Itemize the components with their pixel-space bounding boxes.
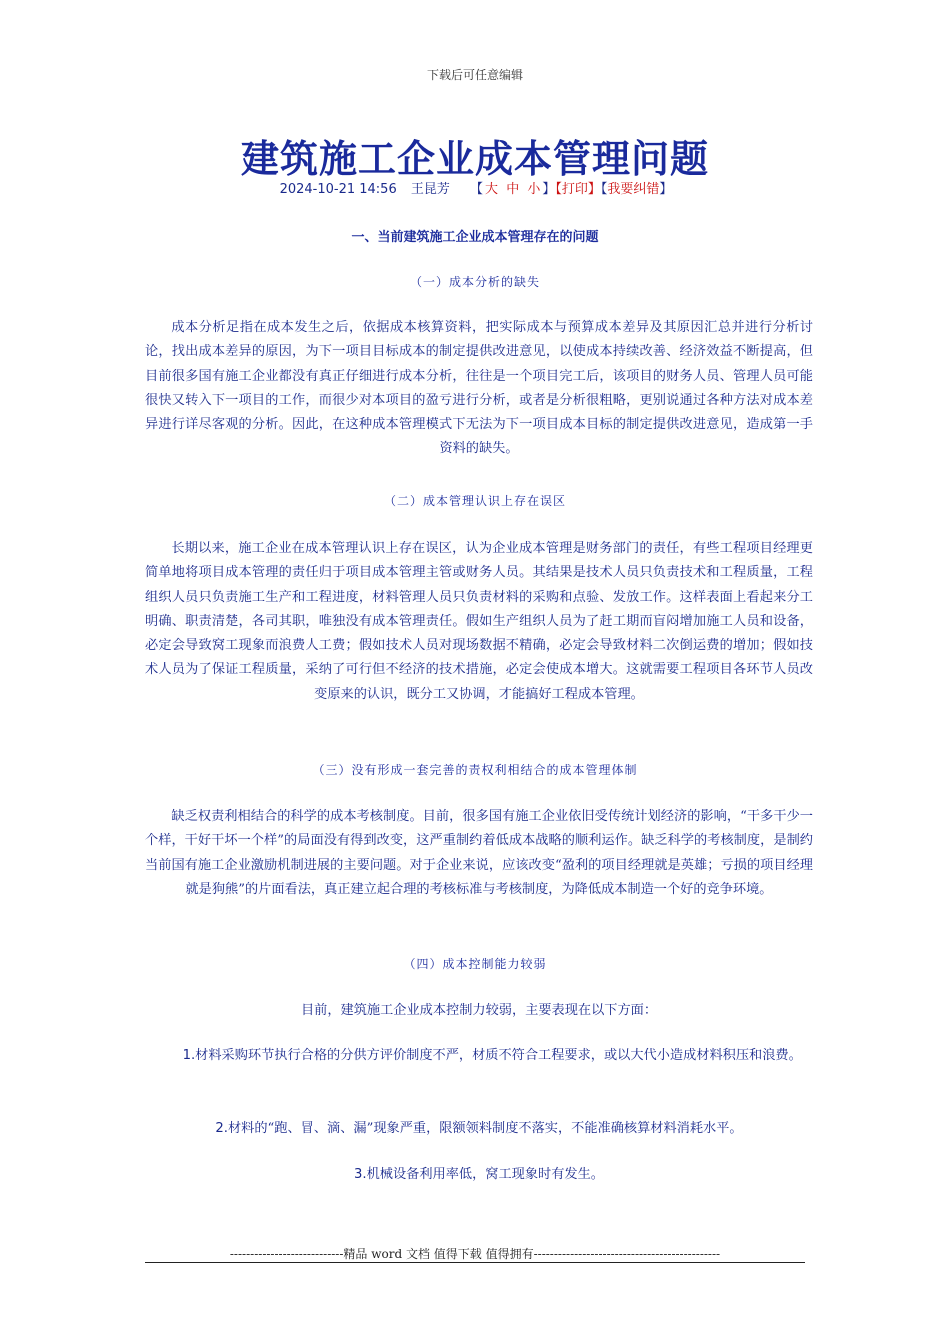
subheading-1: （一）成本分析的缺失 (409, 275, 540, 289)
subheading-2: （二）成本管理认识上存在误区 (383, 494, 566, 508)
publish-datetime: 2024-10-21 14:56 (279, 182, 397, 197)
report-open-bracket: 【 (600, 182, 608, 197)
list-item-text: 材料的“跑、冒、滴、漏”现象严重，限额领料制度不落实，不能准确核算材料消耗水平。 (227, 1121, 743, 1136)
author: 王昆芳 (410, 182, 450, 197)
paragraph-4-intro: 目前，建筑施工企业成本控制力较弱，主要表现在以下方面： (300, 1003, 658, 1018)
list-item-text: 材料采购环节执行合格的分供方评价制度不严，材质不符合工程要求，或以大代小造成材料积压和浪费。 (195, 1048, 802, 1063)
subheading-3: （三）没有形成一套完善的责权利相结合的成本管理体制 (312, 763, 638, 777)
font-size-small-link[interactable]: 小 (527, 182, 541, 197)
footer-text: ----------------------------精品 word 文档 值得下载 值得拥有---------------------------------------------- (229, 1247, 721, 1261)
subheading-4: （四）成本控制能力较弱 (403, 957, 547, 971)
font-size-open-bracket: 【 (470, 182, 484, 197)
font-size-close-bracket: 】 (542, 182, 556, 197)
paragraph-3: 缺乏权责利相结合的科学的成本考核制度。目前，很多国有施工企业依旧受传统计划经济的影响，“干多干少一个样，干好干坏一个样”的局面没有得到改变，这严重制约着低成本战略的顺利运作。缺乏科学的考核制度，是制约当前国有施工企业激励机制进展的主要问题。对于企业来说，应该改变“盈利的项目经理就是英雄；亏损的项目经理就是狗熊”的片面看法，真正建立起合理的考核标准与考核制度，为降低成本制造一个好的竞争环境。 (145, 809, 813, 897)
list-item-number: 2. (215, 1121, 228, 1136)
paragraph-2: 长期以来，施工企业在成本管理认识上存在误区，认为企业成本管理是财务部门的责任，有些工程项目经理更简单地将项目成本管理的责任归于项目成本管理主管或财务人员。其结果是技术人员只负责技术和工程质量，工程组织人员只负责施工生产和工程进度，材料管理人员只负责材料的采购和点验、发放工作。这样表面上看起来分工明确、职责清楚，各司其职，唯独没有成本管理责任。假如生产组织人员为了赶工期而盲闷增加施工人员和设备，必定会导致窝工现象而浪费人工费；假如技术人员对现场数据不精确，必定会导致材料二次倒运费的增加；假如技术人员为了保证工程质量，采纳了可行但不经济的技术措施，必定会使成本增大。这就需要工程项目各环节人员改变原来的认识，既分工又协调，才能搞好工程成本管理。 (145, 541, 813, 702)
footer-divider (145, 1262, 805, 1263)
list-item-text: 机械设备利用率低，窝工现象时有发生。 (366, 1167, 604, 1182)
list-item (145, 1163, 813, 1187)
list-item-number: 1. (182, 1048, 196, 1063)
list-item (145, 1044, 813, 1068)
print-link[interactable]: 【打印】 (555, 182, 601, 197)
font-size-medium-link[interactable]: 中 (506, 182, 520, 197)
list-item-number: 3. (354, 1167, 367, 1182)
paragraph-1: 成本分析足指在成本发生之后，依据成本核算资料，把实际成本与预算成本差异及其原因汇总并进行分析讨论，找出成本差异的原因，为下一项目目标成本的制定提供改进意见，以使成本持续改善、经济效益不断提高，但目前很多国有施工企业都没有真正仔细进行成本分析，往往是一个项目完工后，该项目的财务人员、管理人员可能很快又转入下一项目的工作，而很少对本项目的盈亏进行分析，或者是分析很粗略，更别说通过各种方法对成本差异进行详尽客观的分析。因此，在这种成本管理模式下无法为下一项目成本目标的制定提供改进意见，造成第一手资料的缺失。 (145, 320, 813, 457)
section-heading: 一、当前建筑施工企业成本管理存在的问题 (351, 230, 599, 245)
font-size-large-link[interactable]: 大 (485, 182, 499, 197)
header-note: 下载后可任意编辑 (426, 68, 523, 82)
report-error-link[interactable]: 我要纠错 (607, 182, 660, 197)
report-close-bracket: 】 (659, 182, 673, 197)
list-item (145, 1117, 813, 1141)
page-title: 建筑施工企业成本管理问题 (240, 136, 709, 181)
article-meta (0, 178, 950, 197)
